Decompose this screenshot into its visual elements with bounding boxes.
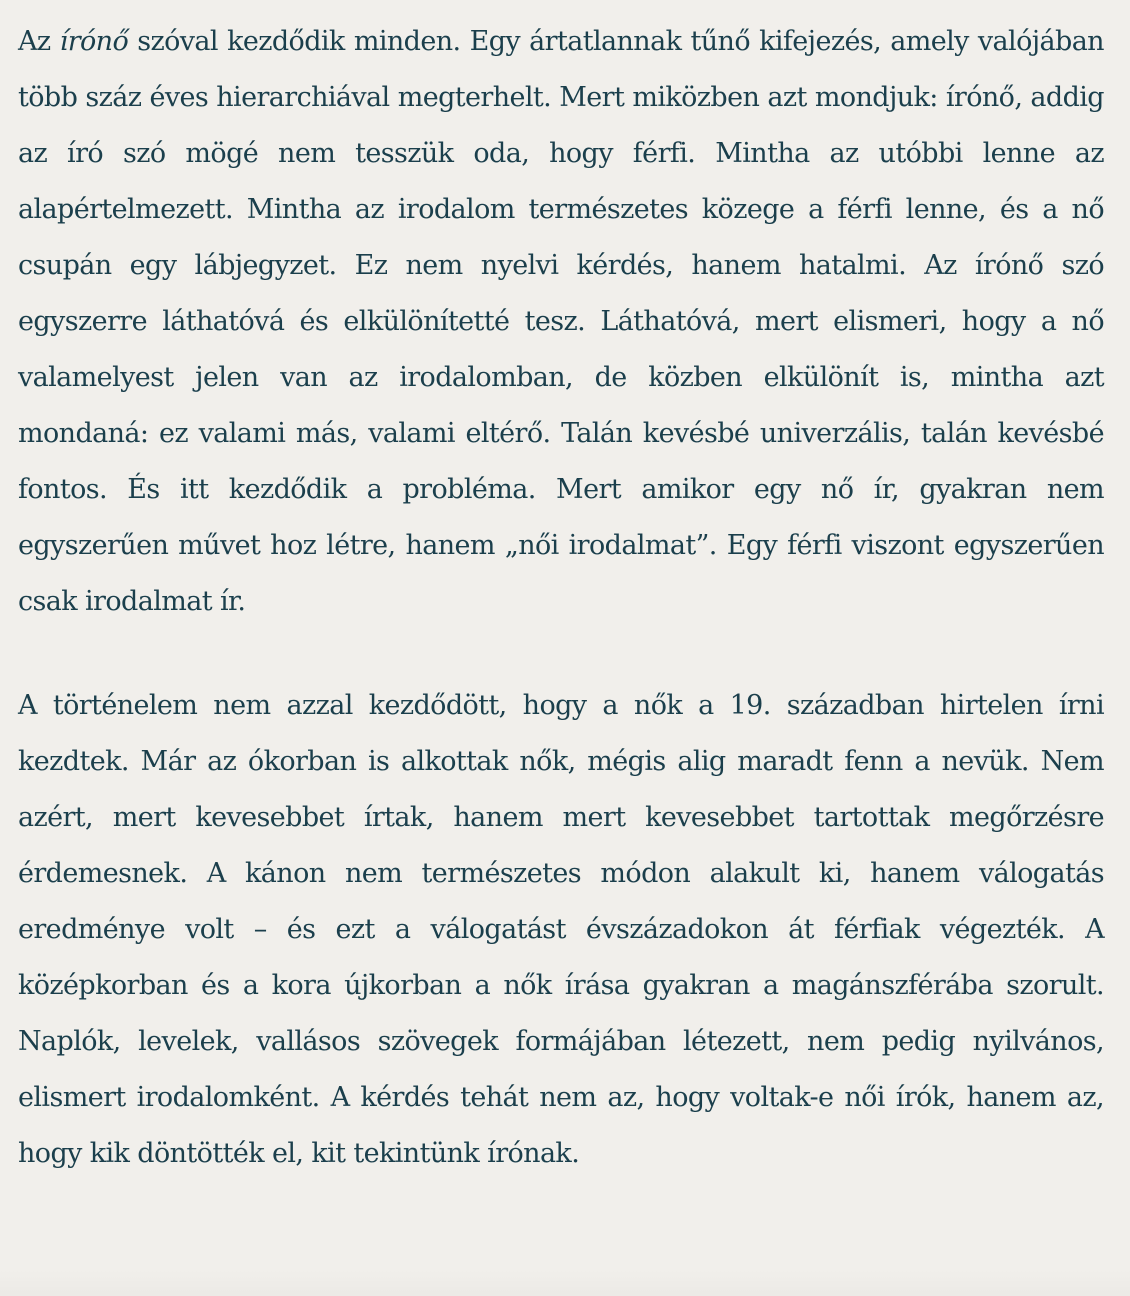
article-body [18,14,1104,1230]
paragraph-intro-lead: Az [18,26,60,57]
paragraph-history: A történelem nem azzal kezdődött, hogy a nők a 19. században hirtelen írni kezdtek. Már az ókorban is alkottak nők, mégis alig maradt fenn a nevük. Nem azért, mert kevesebbet írtak, hanem mert kevesebbet tartottak megőrzésre érdemesnek. A kánon nem természetes módon alakult ki, hanem válogatás eredménye volt – és ezt a válogatást évszázadokon át férfiak végezték. A középkorban és a kora újkorban a nők írása gyakran a magánszférába szorult. Naplók, levelek, vallásos szövegek formájában létezett, nem pedig nyilvános, elismert irodalomként. A kérdés tehát nem az, hogy voltak-e női írók, hanem az, hogy kik döntötték el, kit tekintünk írónak. [18,690,1104,1169]
emphasized-term: írónő [59,26,129,57]
paragraph-intro-text: szóval kezdődik minden. Egy ártatlannak tűnő kifejezés, amely valójában több száz éves hierarchiával megterhelt. Mert miközben azt mondjuk: írónő, addig az író szó mögé nem tesszük oda, hogy férfi. Mintha az utóbbi lenne az alapértelmezett. Mintha az irodalom természetes közege a férfi lenne, és a nő csupán egy lábjegyzet. Ez nem nyelvi kérdés, hanem hatalmi. Az írónő szó egyszerre láthatóvá és elkülönítetté tesz. Láthatóvá, mert elismeri, hogy a nő valamelyest jelen van az irodalomban, de közben elkülönít is, mintha azt mondaná: ez valami más, valami eltérő. Talán kevésbé univerzális, talán kevésbé fontos. És itt kezdődik a probléma. Mert amikor egy nő ír, gyakran nem egyszerűen művet hoz létre, hanem „női irodalmat”. Egy férfi viszont egyszerűen csak irodalmat ír. [18,26,1104,617]
bottom-fade-overlay [0,1270,1130,1296]
paragraph-intro [18,14,1104,630]
